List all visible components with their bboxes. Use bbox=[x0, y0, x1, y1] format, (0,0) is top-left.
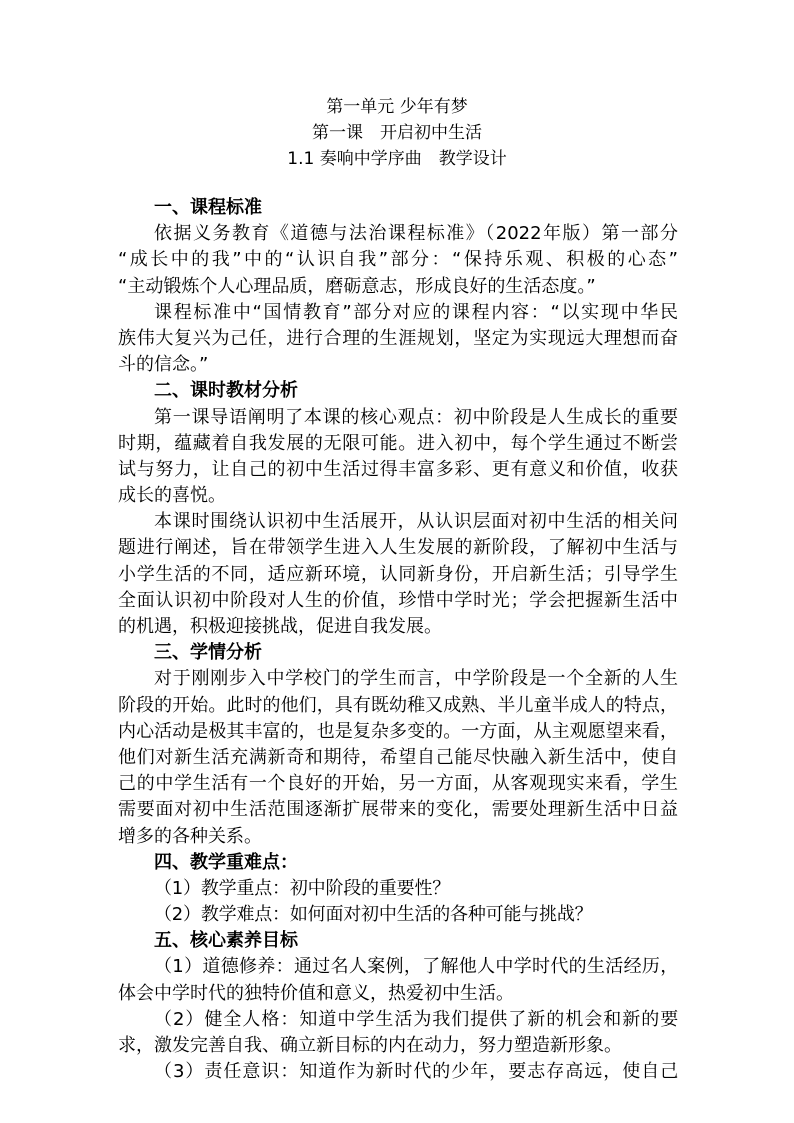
paragraph-line: 依据义务教育《道德与法治课程标准》（2022年版）第一部分 bbox=[154, 223, 678, 245]
section-heading-curriculum-standard: 一、课程标准 bbox=[154, 197, 262, 218]
section-title: 1.1 奏响中学序曲 教学设计 bbox=[287, 149, 507, 169]
paragraph-line: （1）道德修养：通过名人案例，了解他人中学时代的生活经历， bbox=[154, 956, 678, 978]
paragraph-line: 阶段的开始。此时的他们，具有既幼稚又成熟、半儿童半成人的特点， bbox=[118, 694, 678, 716]
paragraph-line: 全面认识初中阶段对人生的价值，珍惜中学时光；学会把握新生活中 bbox=[118, 589, 678, 611]
paragraph-line: 体会中学时代的独特价值和意义，热爱初中生活。 bbox=[118, 982, 514, 1004]
paragraph-line: 试与努力，让自己的初中生活过得丰富多彩、更有意义和价值，收获 bbox=[118, 458, 678, 480]
paragraph-line: 斗的信念。” bbox=[118, 354, 209, 376]
paragraph-line: 成长的喜悦。 bbox=[118, 485, 226, 507]
paragraph-line: “成长中的我”中的“认识自我”部分：“保持乐观、积极的心态” bbox=[118, 249, 678, 271]
paragraph-line: 对于刚刚步入中学校门的学生而言，中学阶段是一个全新的人生 bbox=[154, 668, 678, 690]
paragraph-line: （2）健全人格：知道中学生活为我们提供了新的机会和新的要 bbox=[154, 1008, 678, 1030]
section-heading-textbook-analysis: 二、课时教材分析 bbox=[154, 380, 298, 402]
paragraph-line: 的机遇，积极迎接挑战，促进自我发展。 bbox=[118, 616, 442, 637]
lesson-title: 第一课 开启初中生活 bbox=[312, 123, 482, 143]
paragraph-line: （3）责任意识：知道作为新时代的少年，要志存高远，使自己 bbox=[154, 1061, 678, 1083]
paragraph-line: （1）教学重点：初中阶段的重要性？ bbox=[154, 877, 451, 899]
paragraph-line: 求，激发完善自我、确立新目标的内在动力，努力塑造新形象。 bbox=[118, 1035, 622, 1056]
section-heading-core-literacy-goals: 五、核心素养目标 bbox=[154, 930, 298, 952]
paragraph-line: 课程标准中“国情教育”部分对应的课程内容：“以实现中华民 bbox=[154, 301, 678, 323]
paragraph-line: 他们对新生活充满新奇和期待，希望自己能尽快融入新生活中，使自 bbox=[118, 746, 678, 768]
paragraph-line: 题进行阐述，旨在带领学生进入人生发展的新阶段，了解初中生活与 bbox=[118, 537, 678, 559]
section-heading-key-difficult-points: 四、教学重难点： bbox=[154, 851, 298, 873]
paragraph-line: （2）教学难点：如何面对初中生活的各种可能与挑战？ bbox=[154, 904, 593, 926]
paragraph-line: 内心活动是极其丰富的，也是复杂多变的。一方面，从主观愿望来看， bbox=[118, 720, 678, 742]
paragraph-line: 小学生活的不同，适应新环境，认同新身份，开启新生活；引导学生 bbox=[118, 563, 678, 585]
paragraph-line: 本课时围绕认识初中生活展开，从认识层面对初中生活的相关问 bbox=[154, 511, 678, 533]
document-body bbox=[118, 195, 678, 1085]
paragraph-line: 族伟大复兴为己任，进行合理的生涯规划，坚定为实现远大理想而奋 bbox=[118, 327, 678, 349]
paragraph-line: 需要面对初中生活范围逐渐扩展带来的变化，需要处理新生活中日益 bbox=[118, 799, 678, 821]
paragraph-line: 时期，蕴藏着自我发展的无限可能。进入初中，每个学生通过不断尝 bbox=[118, 432, 678, 454]
paragraph-line: 第一课导语阐明了本课的核心观点：初中阶段是人生成长的重要 bbox=[154, 406, 678, 428]
paragraph-line: “主动锻炼个人心理品质，磨砺意志，形成良好的生活态度。” bbox=[118, 275, 596, 297]
section-heading-student-analysis: 三、学情分析 bbox=[154, 642, 262, 664]
paragraph-line: 己的中学生活有一个良好的开始，另一方面，从客观现实来看，学生 bbox=[118, 773, 678, 795]
paragraph-line: 增多的各种关系。 bbox=[118, 825, 262, 847]
title-block bbox=[0, 94, 794, 172]
unit-title: 第一单元 少年有梦 bbox=[326, 97, 468, 117]
